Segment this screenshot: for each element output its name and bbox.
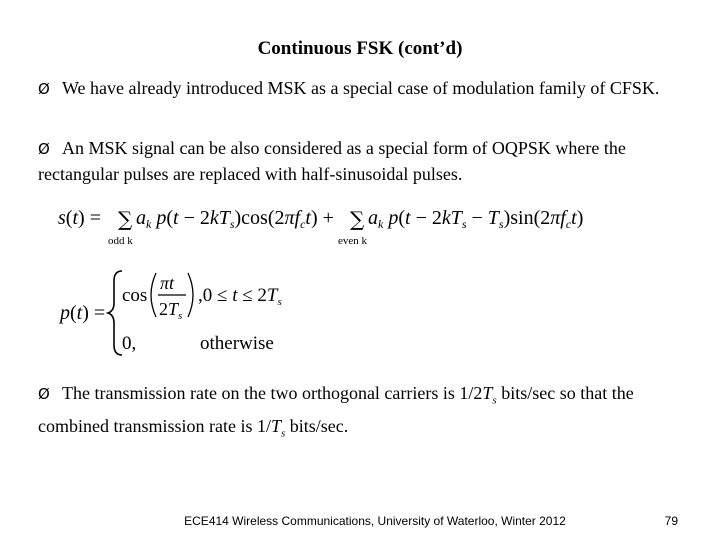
bullet-arrow-icon: Ø [38,140,50,158]
svg-text:2Ts: $2T_s$ [159,299,183,322]
sub-s: s [280,427,286,440]
left-brace-icon [108,271,122,355]
slide-title: Continuous FSK (cont’d) [257,38,463,59]
bullet-oqpsk [38,136,688,187]
fraction-numerator: πt [160,273,175,293]
svg-text:ak p(t − 2kTs)cos(2πfct) +: $a_k$ $p(t - 2kT_s)\cos(2\pi f_ct)$ + [136,207,334,231]
sum2-label: even k [338,235,368,247]
sum-icon: ∑ [350,207,365,231]
bullet-text-1: The transmission rate on the two orthogonal carriers is 1/2 [62,383,483,403]
pulse-shape-equation [58,265,298,360]
sum1-label: odd k [108,235,133,247]
cos-label: cos [122,285,148,306]
svg-text:s(t) =: s(t) = [58,207,101,229]
zero-case: 0, [122,333,137,354]
slide-footer: ECE414 Wireless Communications, University of Waterloo, Winter 2012 [184,514,566,528]
bullet-arrow-icon: Ø [38,80,50,98]
bullet-msk-intro [38,76,688,102]
bullet-text: We have already introduced MSK as a special case of modulation family of CFSK. [62,78,660,98]
otherwise-case: otherwise [200,333,274,354]
bullet-arrow-icon: Ø [38,385,50,403]
sub-s: s [492,394,497,407]
bullet-text: An MSK signal can be also considered as a special form of OQPSK where the rectangular pulses are replaced with half-sinusoidal pulses. [38,138,626,184]
bullet-transmission-rate [38,381,688,446]
svg-text:,0 ≤ t ≤ 2Ts: $,0 \le t \le 2T_s$ [198,285,282,308]
page-number: 79 [664,514,678,528]
bullet-text-3: bits/sec. [285,415,349,436]
svg-text:ak p(t − 2kTs − Ts)sin(2πfct): $a_k$ $p(t - 2kT_s - T_s)\sin(2\pi f_ct)$ [368,207,584,231]
bullet-text-2: bits/sec so that the combined transmission rate is 1/ [38,383,634,436]
sum-icon: ∑ [118,207,133,231]
msk-signal-equation [58,198,598,254]
var-T: T [270,415,281,436]
svg-text:p(t) =: p(t) = [60,302,106,324]
var-T: T [482,383,493,403]
